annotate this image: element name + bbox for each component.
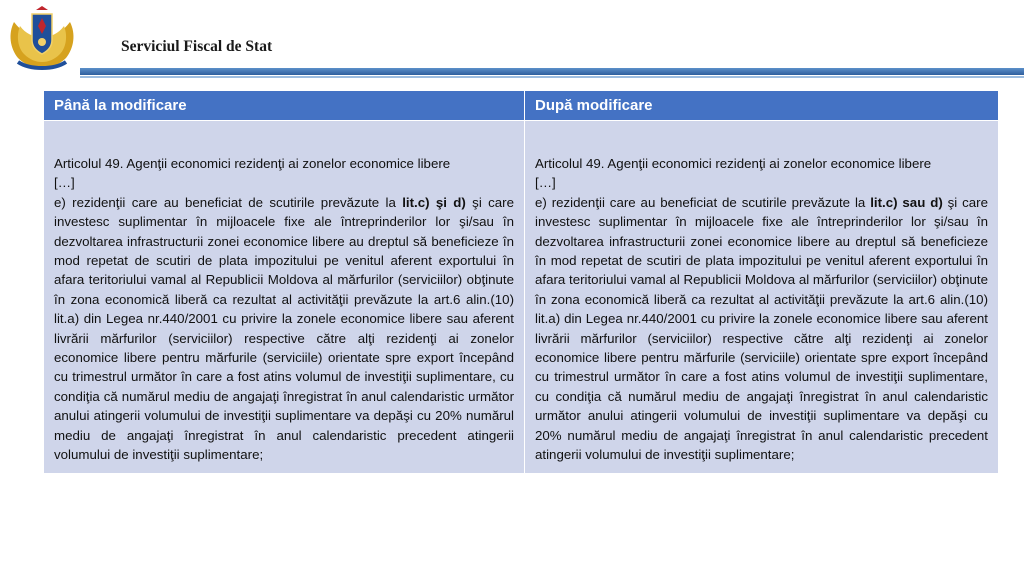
before-text-post: şi care investesc suplimentar în mijloacele fixe ale întreprinderilor lor şi/sau în dezvoltarea infrastructurii zonei economice libere au dreptul să beneficieze în mod repetat de scutiri de plata impozitului pe venitul aferent exportului în afara teritoriului vamal al Republicii Moldova al mărfurilor (serviciilor) obţinute în zona economică liberă ca rezultat al activităţii prevăzute la art.6 alin.(10) lit.a) din Legea nr.440/2001 cu privire la zonele economice libere sau aferent livrării mărfurilor (serviciilor) respective către alţi rezidenţi ai zonelor economice libere pentru mărfurile (serviciile) orientate spre export începând cu trimestrul următor în care a fost atins volumul de investiţii suplimentare, cu condiţia că numărul mediu de angajaţi înregistrat în anul calendaristic următor anului atingerii volumului de investiţii suplimentare va depăşi cu 20% numărul mediu de angajaţi înregistrat în anul calendaristic precedent atingerii volumului de investiţii suplimentare; [54,194,514,463]
before-article: Articolul 49. Agenţii economici rezidenţi ai zonelor economice libere [54,156,451,171]
organization-name: Serviciul Fiscal de Stat [121,38,273,55]
header-band [80,68,1024,75]
after-text-bold: lit.c) sau d) [870,194,943,210]
before-text-pre: e) rezidenţii care au beneficiat de scutirile prevăzute la [54,194,403,210]
before-cell [44,121,525,474]
before-paragraph [54,193,514,465]
after-ellipsis: […] [535,175,556,191]
column-header-after: După modificare [525,91,999,121]
emblem-logo [6,4,78,70]
before-text-bold: lit.c) şi d) [402,194,466,210]
table-row [44,121,999,474]
comparison-table [43,90,999,474]
header-band-accent [80,76,1024,78]
after-cell [525,121,999,474]
after-paragraph [535,193,988,465]
column-header-before: Până la modificare [44,91,525,121]
after-text-post: şi care investesc suplimentar în mijloacele fixe ale întreprinderilor lor şi/sau în dezvoltarea infrastructurii zonei economice libere au dreptul să beneficieze în mod repetat de scutiri de plata impozitului pe venitul aferent exportului în afara teritoriului vamal al Republicii Moldova al mărfurilor (serviciilor) obţinute în zona economică liberă ca rezultat al activităţii prevăzute la art.6 alin.(10) lit.a) din Legea nr.440/2001 cu privire la zonele economice libere sau aferent livrării mărfurilor (serviciilor) respective către alţi rezidenţi ai zonelor economice libere pentru mărfurile (serviciile) orientate spre export începând cu trimestrul următor în care a fost atins volumul de investiţii suplimentare, cu condiţia că numărul mediu de angajaţi înregistrat în anul calendaristic următor anului atingerii volumului de investiţii suplimentare va depăşi cu 20% numărul mediu de angajaţi înregistrat în anul calendaristic precedent atingerii volumului de investiţii suplimentare; [535,194,989,463]
before-ellipsis: […] [54,175,75,191]
table-header-row [44,91,999,121]
after-article: Articolul 49. Agenţii economici rezidenţi ai zonelor economice libere [535,156,932,171]
page-header [0,0,1024,76]
after-text-pre: e) rezidenţii care au beneficiat de scutirile prevăzute la [535,194,871,210]
